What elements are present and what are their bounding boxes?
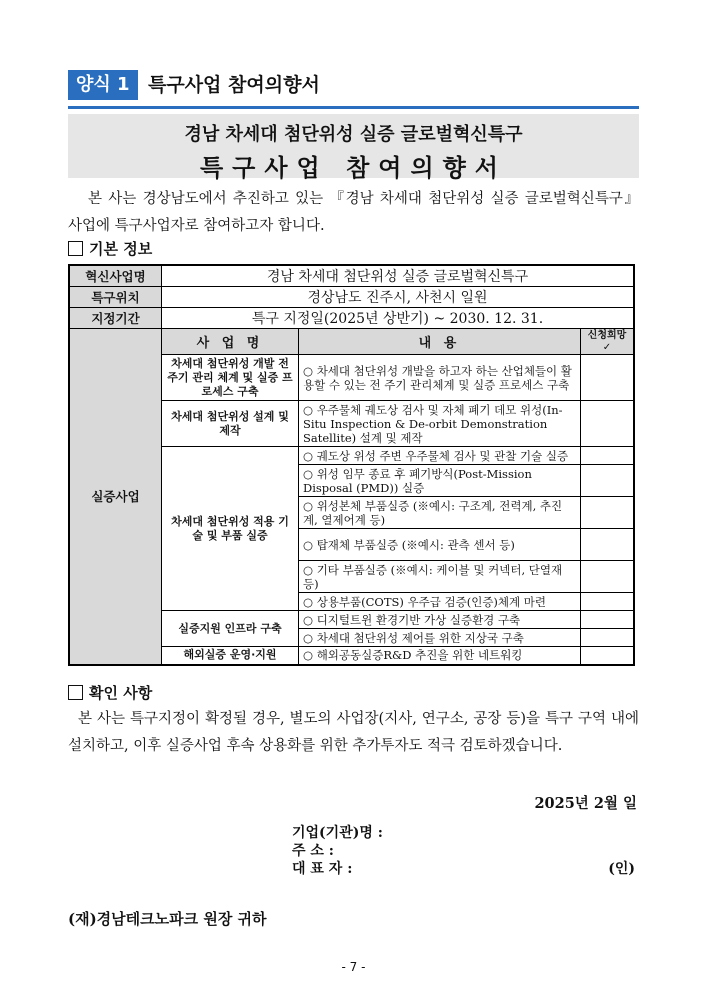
category-item: ○ 차세대 첨단위성 제어를 위한 지상국 구축	[299, 629, 581, 647]
checkbox-square-icon	[68, 241, 83, 256]
seal-mark: (인)	[608, 861, 635, 877]
confirm-heading-text: 확인 사항	[89, 684, 153, 702]
intro-paragraph: 본 사는 경상남도에서 추진하고 있는 『경남 차세대 첨단위성 실증 글로벌혁신특구』 사업에 특구사업자로 참여하고자 합니다.	[68, 191, 639, 234]
row-value: 경상남도 진주시, 사천시 일원	[162, 287, 635, 308]
col-header-name: 사 업 명	[162, 329, 299, 355]
row-value: 경남 차세대 첨단위성 실증 글로벌혁신특구	[162, 265, 635, 287]
document-title-line1: 경남 차세대 첨단위성 실증 글로벌혁신특구	[184, 124, 523, 145]
signature-block	[292, 822, 635, 876]
category-item: ○ 위성 임무 종료 후 폐기방식(Post-Mission Disposal (PMD)) 실증	[299, 465, 581, 497]
apply-checkbox-cell[interactable]	[581, 447, 635, 465]
apply-checkbox-cell[interactable]	[581, 355, 635, 401]
project-category-label: 실증사업	[69, 329, 162, 665]
category-item: ○ 기타 부품실증 (※예시: 케이블 및 커넥터, 단열재 등)	[299, 561, 581, 593]
basic-info-heading-text: 기본 정보	[89, 240, 153, 258]
row-label: 혁신사업명	[69, 265, 162, 287]
row-label: 특구위치	[69, 287, 162, 308]
category-item: ○ 우주물체 궤도상 검사 및 자체 폐기 데모 위성(In-Situ Inspection & De-orbit Demonstration Satellite) 설계 및 제작	[299, 401, 581, 447]
category-item: ○ 차세대 첨단위성 개발을 하고자 하는 산업체들이 활용할 수 있는 전 주기 관리체계 및 실증 프로세스 구축	[299, 355, 581, 401]
basic-info-heading	[68, 238, 152, 259]
document-title-box	[68, 114, 639, 182]
date-line: 2025년 2월 일	[534, 795, 637, 812]
row-label: 지정기간	[69, 308, 162, 329]
category-item: ○ 위성본체 부품실증 (※예시: 구조계, 전력계, 추진계, 열제어계 등)	[299, 497, 581, 529]
apply-checkbox-cell[interactable]	[581, 465, 635, 497]
category-name: 차세대 첨단위성 적용 기술 및 부품 실증	[162, 447, 299, 611]
apply-checkbox-cell[interactable]	[581, 593, 635, 611]
category-item: ○ 궤도상 위성 주변 우주물체 검사 및 관찰 기술 실증	[299, 447, 581, 465]
confirm-heading	[68, 682, 152, 703]
document-title-line2: 특구사업 참여의향서	[199, 154, 507, 182]
category-name: 차세대 첨단위성 설계 및 제작	[162, 401, 299, 447]
category-item: ○ 디지털트윈 환경기반 가상 실증환경 구축	[299, 611, 581, 629]
category-item: ○ 상용부품(COTS) 우주급 검증(인증)체계 마련	[299, 593, 581, 611]
form-title: 특구사업 참여의향서	[148, 74, 320, 96]
apply-checkbox-cell[interactable]	[581, 629, 635, 647]
apply-checkbox-cell[interactable]	[581, 647, 635, 665]
category-item: ○ 탑재체 부품실증 (※예시: 관측 센서 등)	[299, 529, 581, 561]
category-name: 해외실증 운영·지원	[162, 647, 299, 665]
address-label: 주 소 :	[292, 843, 334, 859]
apply-checkbox-cell[interactable]	[581, 611, 635, 629]
apply-checkbox-cell[interactable]	[581, 561, 635, 593]
form-header	[68, 64, 639, 109]
basic-info-table	[68, 264, 635, 666]
page-number: - 7 -	[341, 960, 366, 974]
category-name: 차세대 첨단위성 개발 전주기 관리 체계 및 실증 프로세스 구축	[162, 355, 299, 401]
addressee: (재)경남테크노파크 원장 귀하	[68, 910, 267, 928]
apply-checkbox-cell[interactable]	[581, 529, 635, 561]
apply-checkbox-cell[interactable]	[581, 497, 635, 529]
company-name-label: 기업(기관)명 :	[292, 825, 383, 841]
category-name: 실증지원 인프라 구축	[162, 611, 299, 647]
representative-label: 대 표 자 :	[292, 861, 353, 877]
apply-check-mark-icon: ✓	[602, 341, 612, 353]
form-badge: 양식 1	[68, 70, 138, 100]
checkbox-square-icon	[68, 685, 83, 700]
apply-header-text: 신청희망	[587, 329, 627, 341]
apply-checkbox-cell[interactable]	[581, 401, 635, 447]
confirm-paragraph: 본 사는 특구지정이 확정될 경우, 별도의 사업장(지사, 연구소, 공장 등)을 특구 구역 내에 설치하고, 이후 실증사업 후속 상용화를 위한 추가투자도 적극 검토하겠습니다.	[68, 711, 639, 754]
row-value: 특구 지정일(2025년 상반기) ~ 2030. 12. 31.	[162, 308, 635, 329]
col-header-content: 내 용	[299, 329, 581, 355]
col-header-apply	[581, 329, 635, 355]
category-item: ○ 해외공동실증R&D 추진을 위한 네트워킹	[299, 647, 581, 665]
